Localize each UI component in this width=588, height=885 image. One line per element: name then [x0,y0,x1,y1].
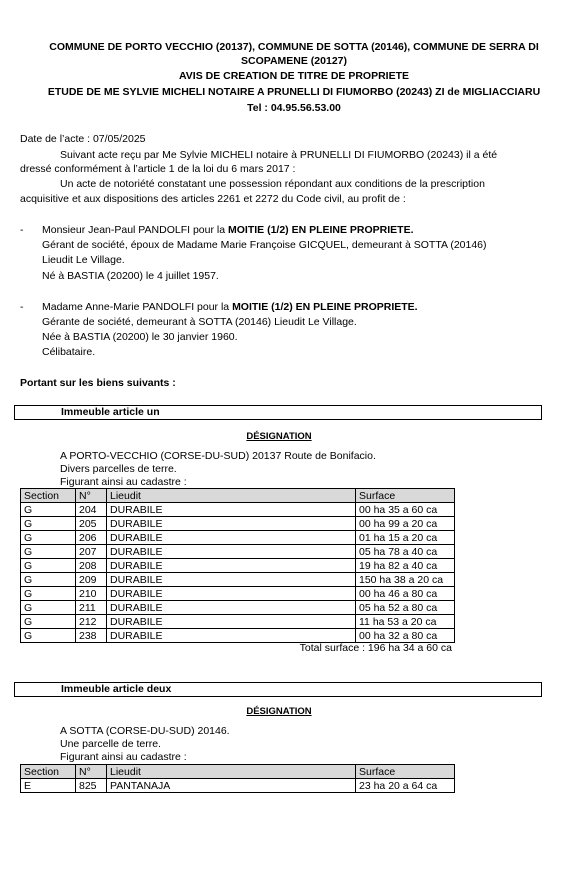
cell-section: G [21,615,76,629]
intro-para1-line1: Suivant acte reçu par Me Sylvie MICHELI notaire à PRUNELLI DI FIUMORBO (20243) il a été [60,149,498,161]
cell-surface: 05 ha 78 a 40 ca [356,545,455,559]
intro-para2-line1: Un acte de notoriété constatant une possession répondant aux conditions de la prescription [60,178,485,190]
cell-surface: 00 ha 46 a 80 ca [356,587,455,601]
cell-section: G [21,629,76,643]
notary-office: ETUDE DE ME SYLVIE MICHELI NOTAIRE A PRUNELLI DI FIUMORBO (20243) ZI de MIGLIACCIARU [47,86,541,98]
cell-surface: 05 ha 52 a 80 ca [356,601,455,615]
article-1-cadastre-intro: Figurant ainsi au cadastre : [60,476,187,488]
table-row [21,545,455,559]
cell-section: G [21,573,76,587]
notice-title: AVIS DE CREATION DE TITRE DE PROPRIETE [178,70,410,82]
beneficiary-2-occupation: Gérante de société, demeurant à SOTTA (20146) Lieudit Le Village. [42,316,357,328]
cell-number: 208 [76,559,107,573]
header-communes-cont: SCOPAMENE (20127) [240,55,347,67]
header-communes: COMMUNE DE PORTO VECCHIO (20137), COMMUNE DE SOTTA (20146), COMMUNE DE SERRA DI [49,41,539,53]
beneficiary-1-share: MOITIE (1/2) EN PLEINE PROPRIETE. [227,224,414,236]
cell-surface: 23 ha 20 a 64 ca [356,779,455,793]
table-row [21,615,455,629]
list-dash: - [20,301,24,313]
article-1-total-surface: Total surface : 196 ha 34 a 60 ca [299,642,452,654]
cell-section: G [21,545,76,559]
cell-number: 209 [76,573,107,587]
cell-number: 210 [76,587,107,601]
beneficiary-1-address: Lieudit Le Village. [42,254,125,266]
cell-lieudit: DURABILE [107,545,356,559]
beneficiary-1-label: Monsieur Jean-Paul PANDOLFI pour la [42,224,228,236]
beneficiary-1-occupation: Gérant de société, époux de Madame Marie Françoise GICQUEL, demeurant à SOTTA (20146) [42,239,487,251]
cell-surface: 01 ha 15 a 20 ca [356,531,455,545]
cell-section: G [21,587,76,601]
article-1-title-bar [14,405,542,420]
cell-number: 204 [76,503,107,517]
article-2-designation: DÉSIGNATION [246,706,312,717]
article-1-title: Immeuble article un [61,406,160,418]
col-surface: Surface [356,489,455,503]
cell-section: G [21,503,76,517]
beneficiary-1-birth: Né à BASTIA (20200) le 4 juillet 1957. [42,270,219,282]
table-row [21,517,455,531]
cell-number: 207 [76,545,107,559]
intro-para1-line2: dressé conformément à l’article 1 de la loi du 6 mars 2017 : [20,163,296,175]
cell-lieudit: DURABILE [107,531,356,545]
cell-section: G [21,559,76,573]
cell-lieudit: DURABILE [107,629,356,643]
table-row [21,779,455,793]
properties-heading: Portant sur les biens suivants : [20,377,176,389]
article-1-location: A PORTO-VECCHIO (CORSE-DU-SUD) 20137 Route de Bonifacio. [60,450,376,462]
cell-surface: 19 ha 82 a 40 ca [356,559,455,573]
cell-surface: 00 ha 35 a 60 ca [356,503,455,517]
article-1-cadastre-table [20,488,455,643]
cell-surface: 150 ha 38 a 20 ca [356,573,455,587]
table-row [21,629,455,643]
table-header-row [21,765,455,779]
article-2-cadastre-table [20,764,455,793]
cell-number: 825 [76,779,107,793]
cell-lieudit: DURABILE [107,587,356,601]
table-header-row [21,489,455,503]
table-row [21,503,455,517]
cell-section: E [21,779,76,793]
article-1-description: Divers parcelles de terre. [60,463,177,475]
beneficiary-1-name [42,224,414,237]
list-dash: - [20,224,24,236]
cell-lieudit: DURABILE [107,503,356,517]
cell-section: G [21,531,76,545]
beneficiary-2-share: MOITIE (1/2) EN PLEINE PROPRIETE. [232,301,418,313]
table-row [21,531,455,545]
col-lieudit: Lieudit [107,489,356,503]
table-row [21,559,455,573]
table-row [21,573,455,587]
cell-section: G [21,517,76,531]
article-2-description: Une parcelle de terre. [60,738,161,750]
cell-lieudit: DURABILE [107,573,356,587]
beneficiary-2-name [42,301,418,314]
cell-lieudit: DURABILE [107,559,356,573]
beneficiary-2-birth: Née à BASTIA (20200) le 30 janvier 1960. [42,331,238,343]
cell-lieudit: PANTANAJA [107,779,356,793]
cell-section: G [21,601,76,615]
cell-number: 212 [76,615,107,629]
cell-number: 206 [76,531,107,545]
cell-lieudit: DURABILE [107,517,356,531]
article-2-title: Immeuble article deux [61,683,172,695]
col-number: N° [76,489,107,503]
cell-surface: 00 ha 99 a 20 ca [356,517,455,531]
cell-lieudit: DURABILE [107,601,356,615]
col-section: Section [21,489,76,503]
article-2-title-bar [14,682,542,697]
cell-number: 205 [76,517,107,531]
article-2-cadastre-intro: Figurant ainsi au cadastre : [60,751,187,763]
intro-para2-line2: acquisitive et aux dispositions des articles 2261 et 2272 du Code civil, au profit de : [20,193,406,205]
deed-date: Date de l’acte : 07/05/2025 [20,133,146,145]
cell-number: 211 [76,601,107,615]
notary-phone: Tel : 04.95.56.53.00 [247,102,341,114]
col-lieudit: Lieudit [107,765,356,779]
cell-surface: 11 ha 53 a 20 ca [356,615,455,629]
beneficiary-2-status: Célibataire. [42,346,96,358]
col-section: Section [21,765,76,779]
col-number: N° [76,765,107,779]
table-row [21,587,455,601]
beneficiary-2-label: Madame Anne-Marie PANDOLFI pour la [42,301,233,313]
article-2-location: A SOTTA (CORSE-DU-SUD) 20146. [60,725,230,737]
article-1-designation: DÉSIGNATION [246,431,312,442]
table-row [21,601,455,615]
cell-number: 238 [76,629,107,643]
cell-surface: 00 ha 32 a 80 ca [356,629,455,643]
col-surface: Surface [356,765,455,779]
cell-lieudit: DURABILE [107,615,356,629]
